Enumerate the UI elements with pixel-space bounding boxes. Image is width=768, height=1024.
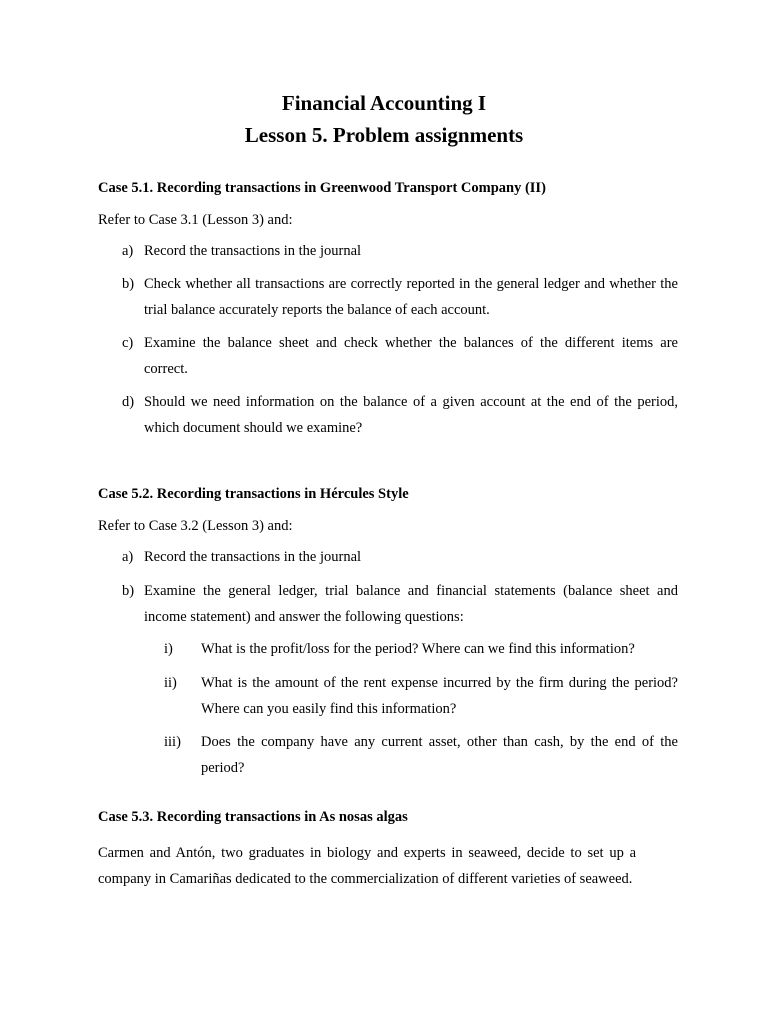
- lesson-title: Lesson 5. Problem assignments: [244, 123, 524, 147]
- list-item-text: Should we need information on the balance of a given account at the end of the period, which document should we examine?: [144, 394, 678, 436]
- list-marker: c): [122, 335, 134, 351]
- list-item-text: What is the amount of the rent expense incurred by the firm during the period? Where can you easily find this information?: [201, 675, 678, 717]
- case-5-3-heading: Case 5.3. Recording transactions in As nosas algas: [98, 809, 408, 825]
- list-item-text: Examine the general ledger, trial balance and financial statements (balance sheet and income statement) and answer the following questions:: [144, 583, 678, 625]
- case-5-1-heading: Case 5.1. Recording transactions in Greenwood Transport Company (II): [98, 180, 546, 196]
- case-5-2-heading: Case 5.2. Recording transactions in Hércules Style: [98, 486, 409, 502]
- course-title: Financial Accounting I: [281, 91, 487, 115]
- list-item-text: Examine the balance sheet and check whether the balances of the different items are correct.: [144, 335, 678, 377]
- list-item-text: Check whether all transactions are correctly reported in the general ledger and whether the trial balance accurately reports the balance of each account.: [144, 276, 678, 318]
- list-item-text: Does the company have any current asset, other than cash, by the end of the period?: [201, 734, 678, 776]
- list-marker: d): [122, 394, 135, 410]
- list-marker: i): [164, 641, 173, 657]
- case-5-2-intro: Refer to Case 3.2 (Lesson 3) and:: [98, 518, 293, 534]
- case-5-1-intro: Refer to Case 3.1 (Lesson 3) and:: [98, 212, 293, 228]
- list-item-text: Record the transactions in the journal: [144, 243, 362, 259]
- list-marker: ii): [164, 675, 177, 691]
- list-item-text: Record the transactions in the journal: [144, 549, 362, 565]
- list-marker: iii): [164, 734, 181, 750]
- list-marker: a): [122, 549, 134, 565]
- case-5-3-intro: Carmen and Antón, two graduates in biology and experts in seaweed, decide to set up a company in Camariñas dedicated to the commercialization of different varieties of seaweed.: [98, 845, 636, 887]
- list-marker: b): [122, 583, 135, 599]
- list-marker: a): [122, 243, 134, 259]
- list-item-text: What is the profit/loss for the period? Where can we find this information?: [201, 641, 635, 657]
- list-marker: b): [122, 276, 135, 292]
